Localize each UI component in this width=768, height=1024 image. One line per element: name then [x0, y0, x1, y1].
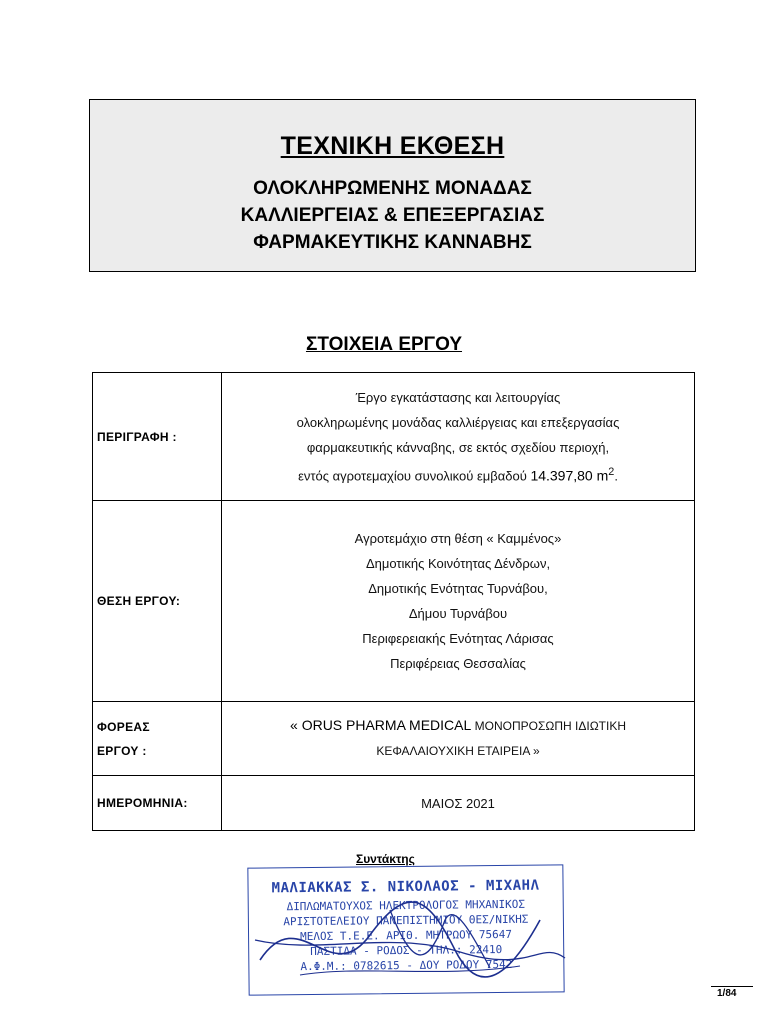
- description-label: ΠΕΡΙΓΡΑΦΗ :: [93, 373, 222, 501]
- description-line: εντός αγροτεμαχίου συνολικού εμβαδού: [298, 468, 527, 484]
- location-line: Δήμου Τυρνάβου: [408, 606, 508, 621]
- owner-label-line: ΦΟΡΕΑΣ: [97, 719, 150, 734]
- date-label: ΗΜΕΡΟΜΗΝΙΑ:: [93, 776, 222, 831]
- stamp-line: Α.Φ.Μ.: 0782615 - ΔΟΥ ΡΟΔΟΥ 7542: [300, 957, 513, 974]
- owner-line: ΚΕΦΑΛΑΙΟΥΧΙΚΗ ΕΤΑΙΡΕΙΑ »: [376, 744, 540, 758]
- document-title: ΤΕΧΝΙΚΗ ΕΚΘΕΣΗ: [280, 132, 505, 160]
- stamp-line: ΔΙΠΛΩΜΑΤΟΥΧΟΣ ΗΛΕΚΤΡΟΛΟΓΟΣ ΜΗΧΑΝΙΚΟΣ: [286, 897, 526, 914]
- subtitle-line: ΦΑΡΜΑΚΕΥΤΙΚΗΣ ΚΑΝΝΑΒΗΣ: [253, 232, 532, 253]
- owner-label: [93, 702, 222, 776]
- location-line: Δημοτικής Ενότητας Τυρνάβου,: [368, 581, 548, 596]
- stamp-line: ΑΡΙΣΤΟΤΕΛΕΙΟΥ ΠΑΝΕΠΙΣΤΗΜΙΟΥ ΘΕΣ/ΝΙΚΗΣ: [283, 912, 529, 929]
- date-row: [93, 776, 695, 831]
- description-line: φαρμακευτικής κάνναβης, σε εκτός σχεδίου περιοχή,: [306, 439, 610, 455]
- owner-value: [222, 702, 695, 776]
- location-row: [93, 501, 695, 702]
- location-value: [222, 501, 695, 702]
- description-line: ολοκληρωμένης μονάδας καλλιέργειας και επεξεργασίας: [296, 414, 620, 430]
- footer-rule: [711, 986, 753, 987]
- stamp-line: ΜΕΛΟΣ Τ.Ε.Ε. ΑΡΙΘ. ΜΗΤΡΩΟΥ 75647: [300, 927, 513, 944]
- description-row: [93, 373, 695, 501]
- stamp-line: ΜΑΛΙΑΚΚΑΣ Σ. ΝΙΚΟΛΑΟΣ - ΜΙΧΑΗΛ: [271, 877, 540, 897]
- description-value: [222, 373, 695, 501]
- date-value: ΜΑΙΟΣ 2021: [222, 776, 695, 831]
- area-unit-exponent: 2: [608, 465, 615, 478]
- subtitle-line: ΚΑΛΛΙΕΡΓΕΙΑΣ & ΕΠΕΞΕΡΓΑΣΙΑΣ: [240, 205, 545, 226]
- author-label: Συντάκτης: [356, 852, 415, 866]
- location-line: Αγροτεμάχιο στη θέση « Καμμένος»: [354, 531, 562, 546]
- document-subtitle: [90, 175, 695, 256]
- section-heading: ΣΤΟΙΧΕΙΑ ΕΡΓΟΥ: [305, 334, 463, 355]
- stamp-line: ΠΑΣΤΙΔΑ - ΡΟΔΟΣ - ΤΗΛ.: 22410: [310, 942, 503, 959]
- title-box: [89, 99, 696, 272]
- page-number: 1/84: [717, 988, 737, 999]
- owner-label-line: ΕΡΓΟΥ :: [97, 743, 147, 758]
- engineer-stamp: [247, 864, 564, 995]
- subtitle-line: ΟΛΟΚΛΗΡΩΜΕΝΗΣ ΜΟΝΑΔΑΣ: [253, 178, 532, 199]
- owner-line: [222, 713, 694, 739]
- description-line: Έργο εγκατάστασης και λειτουργίας: [355, 389, 561, 405]
- owner-company-name: ORUS PHARMA MEDICAL: [301, 717, 472, 733]
- location-line: Περιφέρειας Θεσσαλίας: [390, 656, 526, 671]
- location-line: Περιφερειακής Ενότητας Λάρισας: [362, 631, 554, 646]
- description-line-area: [222, 460, 694, 488]
- owner-row: [93, 702, 695, 776]
- location-label: ΘΕΣΗ ΕΡΓΟΥ:: [93, 501, 222, 702]
- project-details-table: [92, 372, 695, 831]
- area-end: .: [614, 468, 618, 484]
- owner-company-type: ΜΟΝΟΠΡΟΣΩΠΗ ΙΔΙΩΤΙΚΗ: [471, 719, 626, 733]
- location-line: Δημοτικής Κοινότητας Δένδρων,: [365, 556, 551, 571]
- owner-prefix: «: [290, 717, 302, 733]
- area-value: 14.397,80 m: [530, 467, 609, 484]
